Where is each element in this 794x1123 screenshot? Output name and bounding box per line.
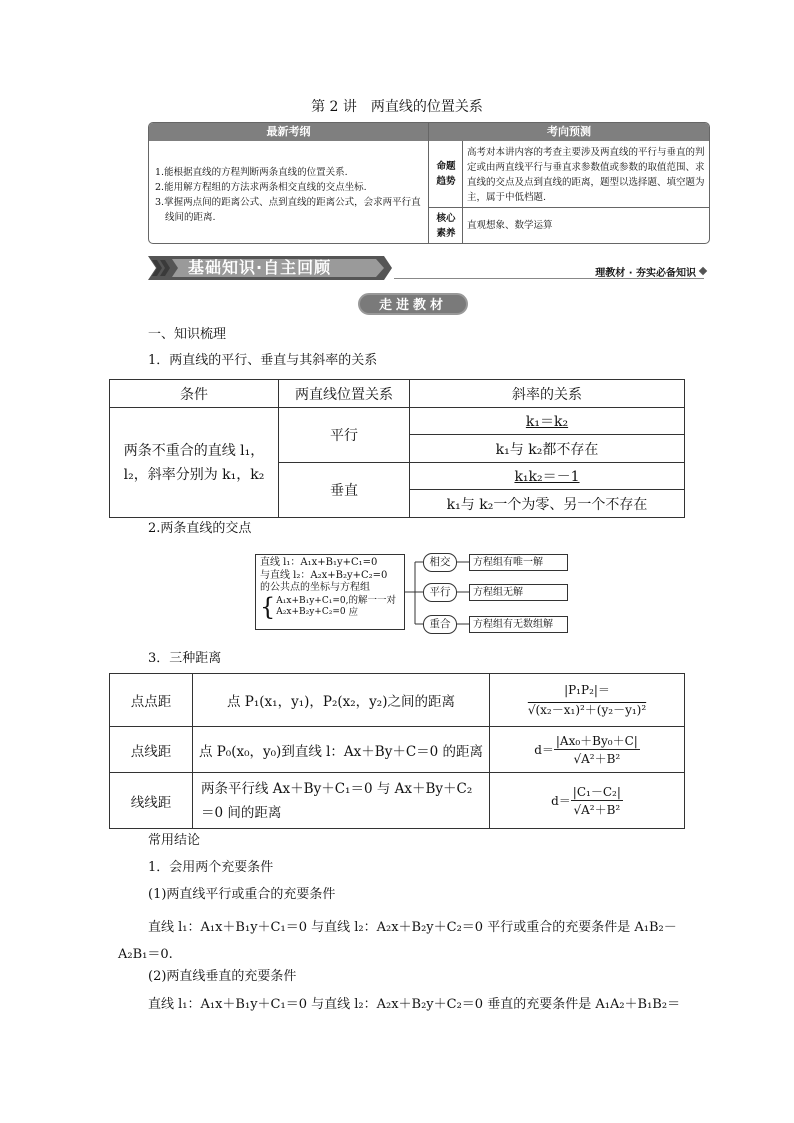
heading-parallel-condition: (1)两直线平行或重合的充要条件 [148, 887, 336, 902]
distance-name: 点点距 [110, 674, 193, 727]
table-header: 条件 [110, 380, 279, 408]
perp-slope-2: k₁与 k₂一个为零、另一个不存在 [410, 490, 685, 518]
banner-title: 基础知识·自主回顾 [188, 258, 332, 277]
outline-row-divider [462, 208, 463, 243]
formula-denominator: √A²＋B² [573, 803, 621, 817]
diagram-branch-result: 方程组有唯一解 [469, 554, 568, 571]
diagram-branch-result: 方程组无解 [469, 584, 568, 601]
perp-slope-1: k₁k₂＝－1 [514, 469, 580, 485]
diagram-eq: A₂x+B₂y+C₂=0 [276, 607, 346, 617]
diagram-branch-label: 平行 [423, 583, 457, 602]
diagram-line: 直线 l₁：A₁x+B₁y+C₁=0 [260, 557, 378, 568]
formula-fraction [554, 732, 640, 767]
parallel-slope-1: k₁＝k₂ [525, 414, 569, 430]
outline-right-header: 考向预测 [429, 123, 709, 141]
heading-knowledge: 一、知识梳理 [148, 327, 227, 342]
table-condition: 两条不重合的直线 l₁，l₂，斜率分别为 k₁，k₂ [110, 408, 279, 518]
diagram-branch-label: 重合 [423, 615, 457, 634]
table-cell [410, 463, 685, 490]
table-header: 两直线位置关系 [279, 380, 410, 408]
diagram-line: 的解一一对应 [348, 594, 396, 618]
formula-lhs: d＝ [534, 743, 554, 757]
distance-table [109, 673, 685, 829]
diagram-branch-label: 相交 [423, 553, 457, 572]
distance-desc: 点 P₁(x₁，y₁)，P₂(x₂，y₂)之间的距离 [193, 674, 490, 727]
heading-slope-relation: 1．两直线的平行、垂直与其斜率的关系 [148, 353, 378, 368]
formula-fraction [571, 783, 623, 818]
outline-divider [428, 123, 429, 243]
table-header: 斜率的关系 [410, 380, 685, 408]
distance-desc: 两条平行线 Ax＋By＋C₁＝0 与 Ax＋By＋C₂＝0 间的距离 [193, 773, 490, 829]
distance-name: 线线距 [110, 773, 193, 829]
formula-lhs: d＝ [551, 794, 571, 808]
outline-left-header: 最新考纲 [149, 123, 428, 141]
outline-item: 1.能根据直线的方程判断两条直线的位置关系. [155, 167, 348, 178]
outline-row2-label: 核心素养 [436, 213, 456, 239]
outline-row1-label: 命题趋势 [436, 161, 456, 187]
table-perp: 垂直 [279, 463, 410, 518]
distance-formula [490, 727, 685, 773]
distance-formula [490, 674, 685, 727]
formula-numerator: |C₁－C₂| [572, 785, 621, 799]
heading-perp-condition: (2)两直线垂直的充要条件 [148, 969, 297, 984]
diagram-line: 的公共点的坐标与方程组 [260, 582, 370, 593]
outline-row2-text: 直观想象、数学运算 [467, 220, 553, 231]
formula-numerator: |Ax₀＋By₀＋C| [555, 734, 638, 748]
table-cell [410, 408, 685, 435]
slope-relation-table [109, 379, 685, 518]
heading-two-conditions: 1．会用两个充要条件 [148, 860, 274, 875]
brace-icon: { [260, 593, 276, 621]
table-parallel: 平行 [279, 408, 410, 463]
diagram-branch-result: 方程组有无数组解 [469, 616, 568, 633]
outline-item: 3.掌握两点间的距离公式、点到直线的距离公式，会求两平行直线间的距离. [155, 197, 421, 223]
diagram-line: 与直线 l₂：A₂x+B₂y+C₂=0 [260, 569, 388, 581]
banner-subtitle: 理教材 · 夯实必备知识 [595, 268, 696, 279]
parallel-condition-text: 直线 l₁：A₁x＋B₁y＋C₁＝0 与直线 l₂：A₂x＋B₂y＋C₂＝0 平行或重合的充要条件是 A₁B₂－A₂B₁＝0. [118, 920, 677, 962]
parallel-slope-2: k₁与 k₂都不存在 [410, 435, 685, 463]
distance-formula [490, 773, 685, 829]
heading-common: 常用结论 [148, 833, 201, 848]
outline-hline [429, 207, 709, 208]
diamond-icon [699, 267, 707, 275]
perp-condition-text: 直线 l₁：A₁x＋B₁y＋C₁＝0 与直线 l₂：A₂x＋B₂y＋C₂＝0 垂直的充要条件是 A₁A₂＋B₁B₂＝ [148, 997, 681, 1012]
intersection-diagram [255, 554, 575, 634]
formula-denominator: √A²＋B² [573, 752, 621, 766]
section-banner [148, 256, 708, 280]
outline-row1-text: 高考对本讲内容的考查主要涉及两直线的平行与垂直的判定或由两直线平行与垂直求参数值或参数的取值范围、求直线的交点及点到直线的距离，题型以选择题、填空题为主，属于中低档题. [467, 147, 705, 203]
distance-name: 点线距 [110, 727, 193, 773]
heading-intersection: 2.两条直线的交点 [148, 521, 252, 536]
heading-distances: 3．三种距离 [148, 651, 222, 666]
page-title: 第 2 讲 两直线的位置关系 [311, 99, 483, 115]
exam-outline-box [148, 122, 710, 244]
diagram-eq: A₁x+B₁y+C₁=0, [276, 596, 349, 606]
outline-item: 2.能用解方程组的方法求两条相交直线的交点坐标. [155, 182, 367, 193]
formula-lhs: |P₁P₂|＝ [564, 683, 610, 697]
outline-left-list [155, 165, 425, 225]
distance-desc: 点 P₀(x₀，y₀)到直线 l：Ax＋By＋C＝0 的距离 [193, 727, 490, 773]
formula-root: √(x₂－x₁)²＋(y₂－y₁)² [527, 703, 647, 717]
outline-row-divider [462, 141, 463, 207]
section-pill: 走进教材 [358, 293, 468, 315]
